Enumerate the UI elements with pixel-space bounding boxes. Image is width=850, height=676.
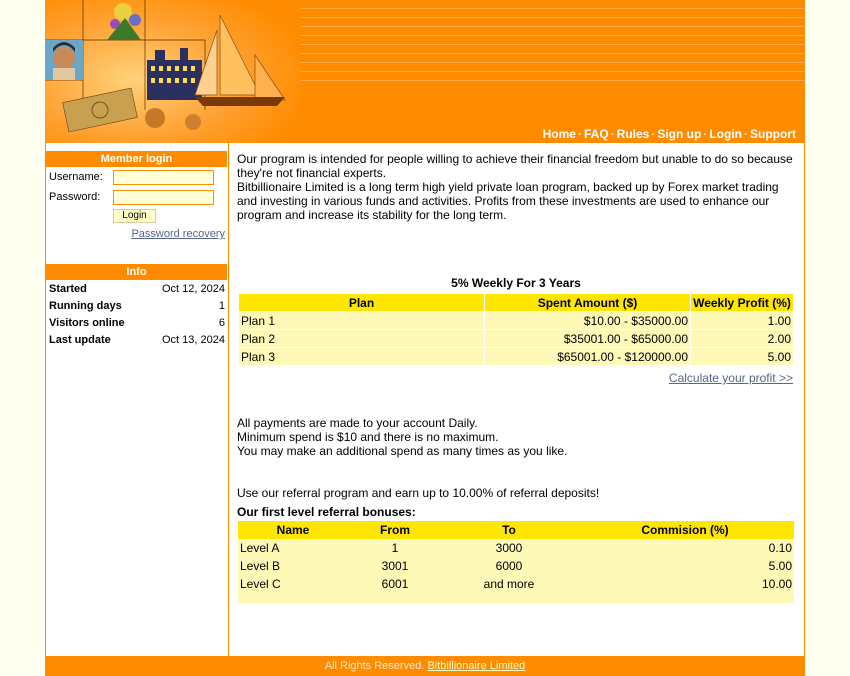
- info-key: Last update: [49, 334, 111, 346]
- info-key: Started: [49, 283, 87, 295]
- plans-header-amount: Spent Amount ($): [485, 294, 690, 311]
- referral-level: Level C: [238, 575, 348, 593]
- plans-header-plan: Plan: [239, 294, 484, 311]
- referral-to: and more: [442, 575, 576, 593]
- referral-table: [238, 521, 794, 603]
- referral-header-to: To: [442, 521, 576, 539]
- header-banner: [45, 0, 805, 143]
- table-row: [239, 312, 793, 329]
- password-recovery-link[interactable]: Password recovery: [131, 228, 225, 240]
- table-padding-cell: [348, 593, 442, 603]
- plan-amount: $10.00 - $35000.00: [485, 312, 690, 329]
- referral-intro: Use our referral program and earn up to 10.00% of referral deposits!: [237, 486, 600, 500]
- plan-name: Plan 3: [239, 348, 484, 365]
- referral-from: 1: [348, 539, 442, 557]
- info-key: Running days: [49, 300, 122, 312]
- referral-level: Level A: [238, 539, 348, 557]
- info-key: Visitors online: [49, 317, 125, 329]
- username-input[interactable]: [113, 170, 214, 185]
- calculate-profit-link[interactable]: Calculate your profit >>: [668, 371, 793, 385]
- header-stripes: [275, 0, 805, 82]
- table-row: [238, 575, 794, 593]
- table-padding-cell: [442, 593, 576, 603]
- payments-line-2: Minimum spend is $10 and there is no maximum.: [237, 430, 499, 444]
- table-row: [238, 557, 794, 575]
- plan-profit: 5.00: [691, 348, 793, 365]
- table-padding-cell: [576, 593, 794, 603]
- plan-amount: $35001.00 - $65000.00: [485, 330, 690, 347]
- password-label: Password:: [49, 191, 101, 203]
- info-row-visitors-online: [49, 317, 225, 331]
- intro-text: [237, 152, 795, 222]
- referral-header-name: Name: [238, 521, 348, 539]
- nav-home-link[interactable]: Home: [542, 127, 576, 141]
- payments-line-3: You may make an additional spend as many times as you like.: [237, 444, 568, 458]
- username-label: Username:: [49, 171, 103, 183]
- nav-separator: ·: [577, 127, 582, 141]
- intro-paragraph-1: Our program is intended for people willing to achieve their financial freedom but unable to do so because they're not financial experts.: [237, 152, 793, 180]
- nav-rules-link[interactable]: Rules: [616, 127, 650, 141]
- nav-separator: ·: [703, 127, 708, 141]
- plan-name: Plan 2: [239, 330, 484, 347]
- info-value: 6: [218, 317, 225, 329]
- login-button[interactable]: Login: [113, 209, 156, 223]
- plans-header-profit: Weekly Profit (%): [691, 294, 793, 311]
- table-row: [238, 539, 794, 557]
- info-row-last-update: [49, 334, 225, 348]
- nav-separator: ·: [651, 127, 656, 141]
- plan-profit: 1.00: [691, 312, 793, 329]
- table-row: [239, 348, 793, 365]
- table-row: [239, 330, 793, 347]
- top-navigation: [543, 127, 796, 141]
- referral-from: 3001: [348, 557, 442, 575]
- footer-company-link[interactable]: Bitbillionaire Limited: [427, 660, 526, 672]
- info-value: Oct 13, 2024: [162, 334, 225, 346]
- info-value: Oct 12, 2024: [162, 283, 225, 295]
- referral-from: 6001: [348, 575, 442, 593]
- header-collage-image: [45, 0, 300, 143]
- info-row-running-days: [49, 300, 225, 314]
- referral-header-from: From: [348, 521, 442, 539]
- nav-faq-link[interactable]: FAQ: [583, 127, 609, 141]
- info-value: 1: [218, 300, 225, 312]
- footer-text: All Rights Reserved.: [324, 660, 425, 672]
- referral-commission: 10.00: [576, 575, 794, 593]
- member-login-heading: Member login: [46, 151, 227, 167]
- plan-title: 5% Weekly For 3 Years: [451, 276, 581, 290]
- password-input[interactable]: [113, 190, 214, 205]
- payments-line-1: All payments are made to your account Daily.: [237, 416, 478, 430]
- info-heading: Info: [46, 264, 227, 280]
- plan-name: Plan 1: [239, 312, 484, 329]
- table-padding-cell: [238, 593, 348, 603]
- referral-header-row: [238, 521, 794, 539]
- referral-commission: 5.00: [576, 557, 794, 575]
- nav-separator: ·: [610, 127, 615, 141]
- nav-login-link[interactable]: Login: [709, 127, 742, 141]
- plans-header-row: [239, 294, 793, 311]
- nav-signup-link[interactable]: Sign up: [657, 127, 702, 141]
- main-area: [45, 143, 805, 656]
- info-row-started: [49, 283, 225, 297]
- nav-support-link[interactable]: Support: [750, 127, 796, 141]
- nav-separator: ·: [744, 127, 748, 141]
- referral-commission: 0.10: [576, 539, 794, 557]
- referral-header-commission: Commision (%): [576, 521, 794, 539]
- intro-paragraph-2: Bitbillionaire Limited is a long term high yield private loan program, backed up by Forex market trading and investing in various funds and activities. Profits from these investments are used to enhance our program and increase its stability for the long term.: [237, 180, 779, 222]
- sidebar: [46, 143, 229, 656]
- referral-level: Level B: [238, 557, 348, 575]
- page: [45, 0, 805, 676]
- plan-amount: $65001.00 - $120000.00: [485, 348, 690, 365]
- footer: [45, 656, 805, 676]
- plan-profit: 2.00: [691, 330, 793, 347]
- plans-table: [238, 293, 794, 366]
- table-padding-row: [238, 593, 794, 603]
- content: [237, 152, 795, 591]
- referral-to: 3000: [442, 539, 576, 557]
- payments-text: [237, 416, 795, 458]
- referral-to: 6000: [442, 557, 576, 575]
- referral-title: Our first level referral bonuses:: [237, 505, 416, 519]
